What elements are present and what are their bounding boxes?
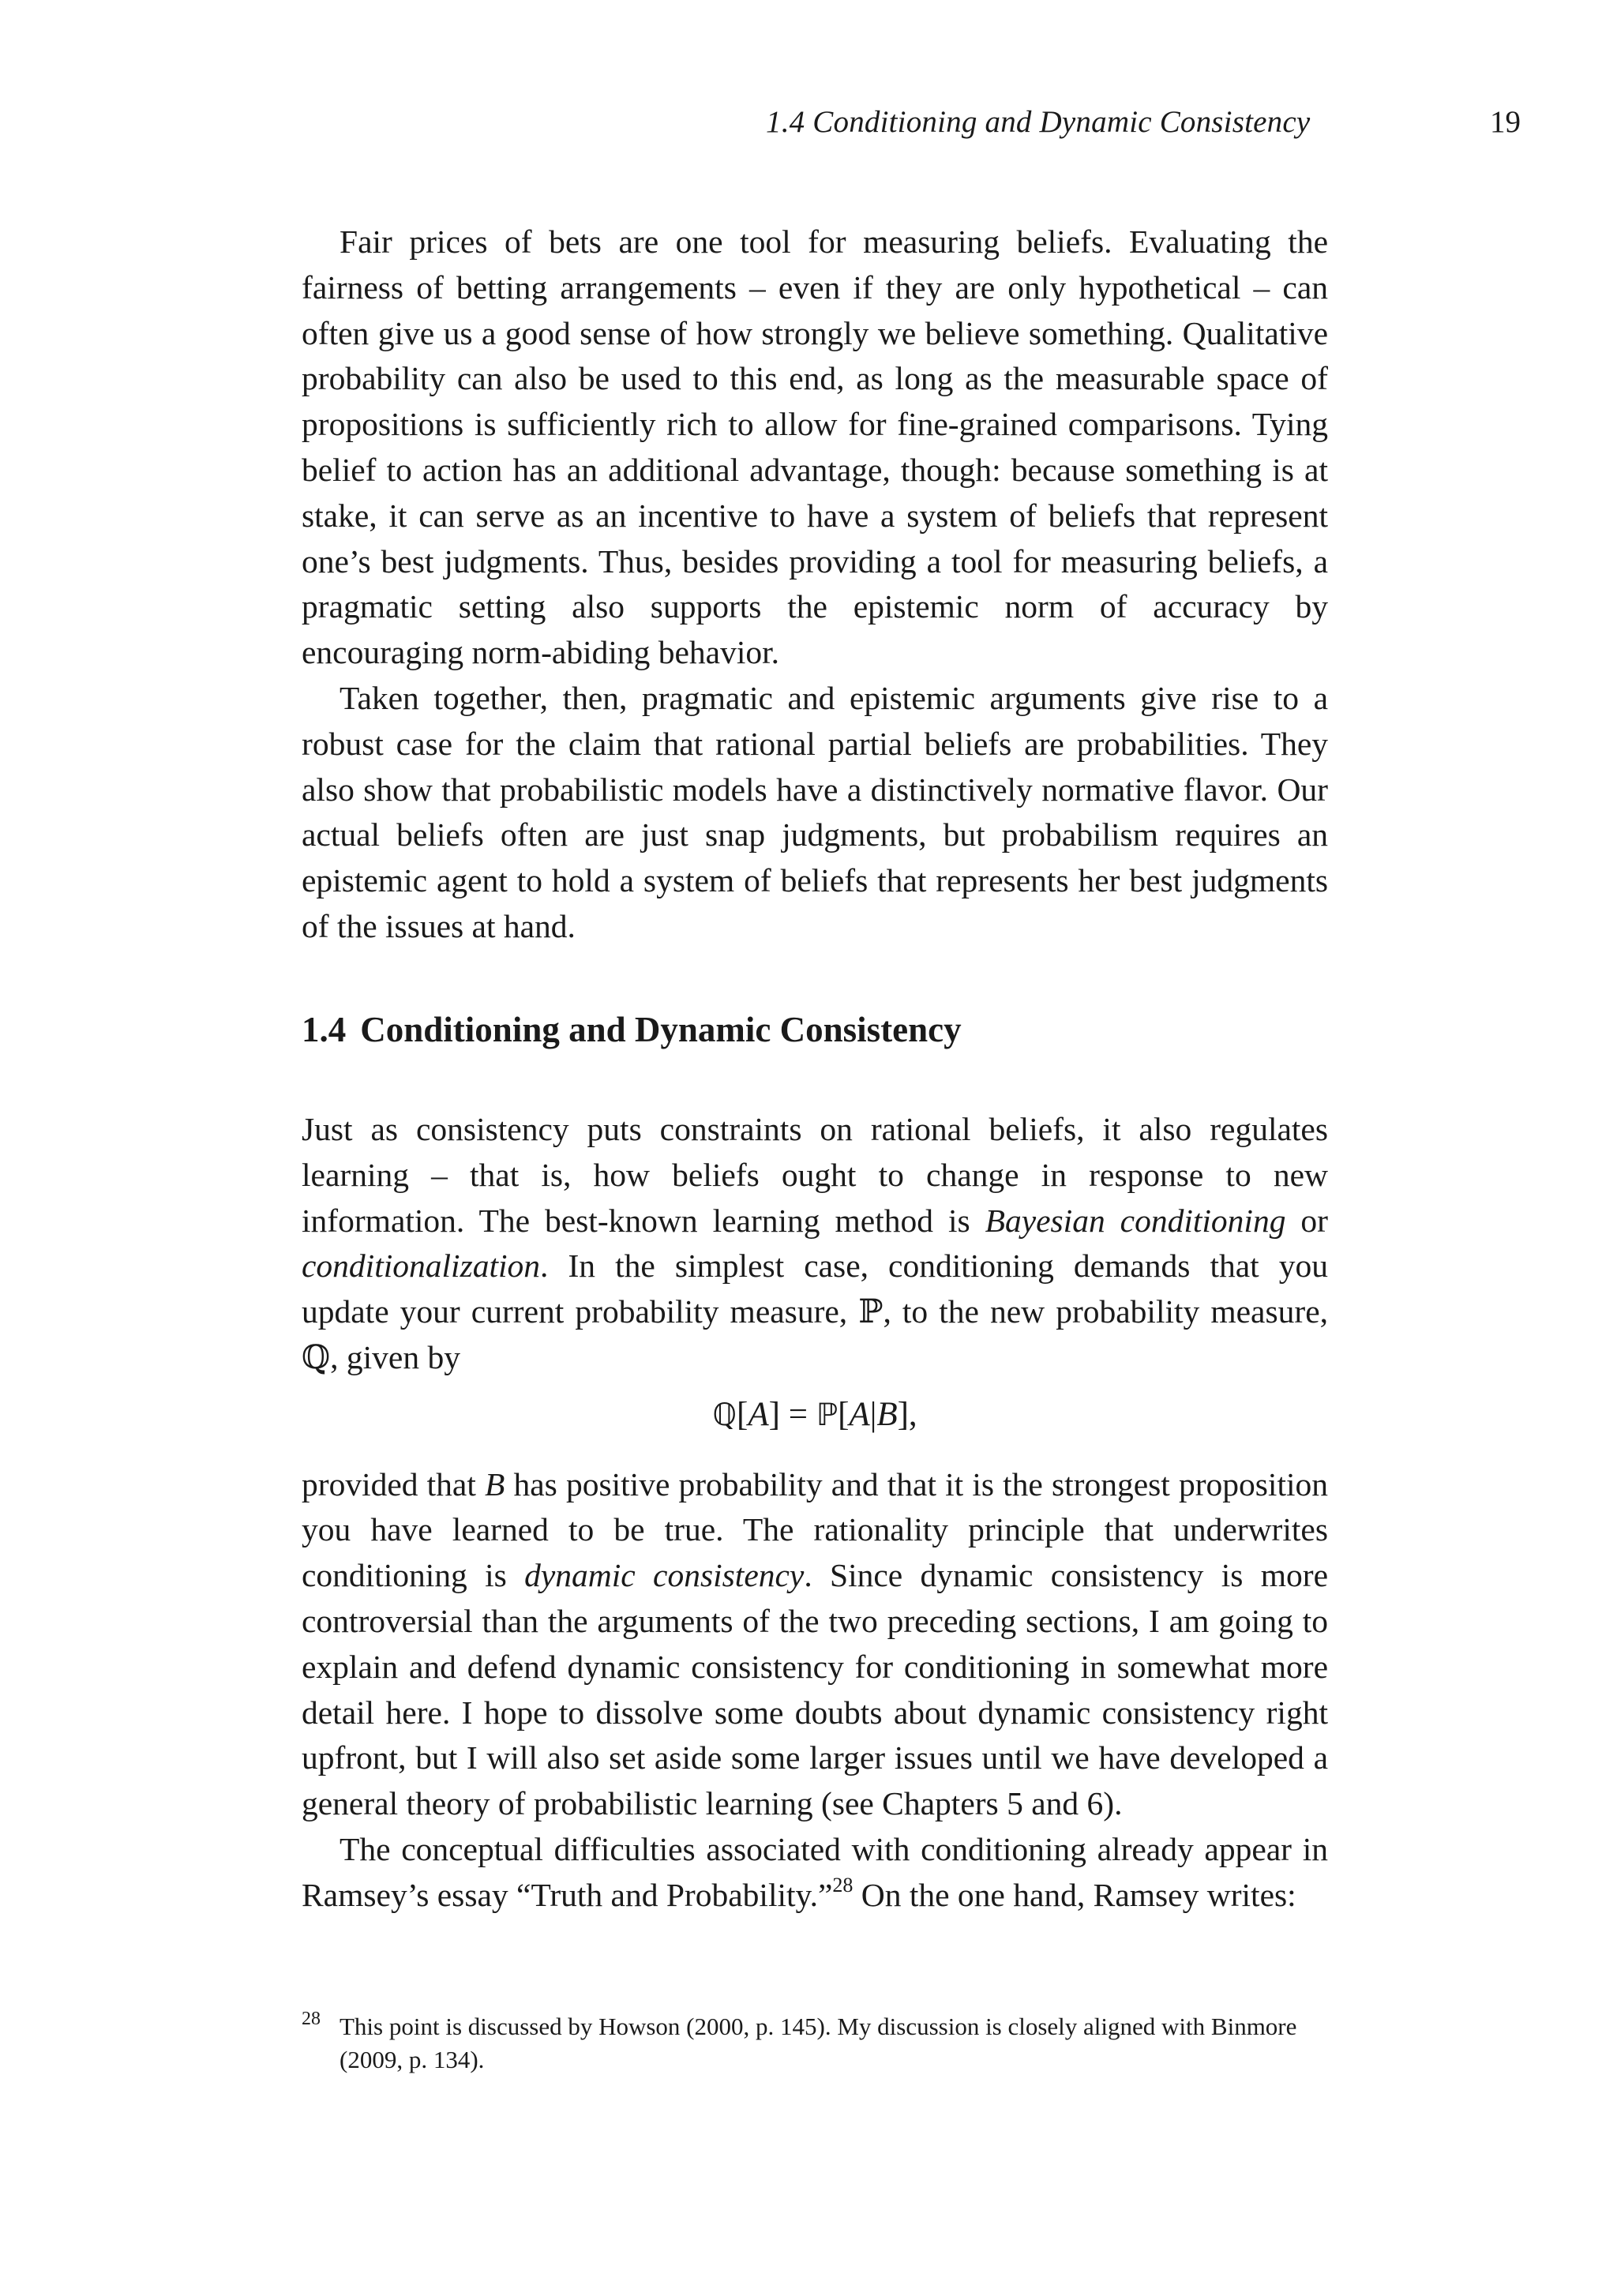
paragraph-conceptual-difficulties: The conceptual difficulties associated with conditioning already appear in Ramsey’s essay “Truth and Probability.”$^{28}$ On the one hand, Ramsey writes:	[302, 1830, 1328, 1913]
term-bayesian-conditioning: Bayesian conditioning	[985, 1202, 1286, 1239]
paragraph-fair-prices: Fair prices of bets are one tool for measuring beliefs. Evaluating the fairness of betting arrangements – even if they are only hypothetical – can often give us a good sense of how strongly we believe something. Qualitative probability can also be used to this end, as long as the measurable space of propositions is sufficiently rich to allow for fine-grained comparisons. Tying belief to action has an additional advantage, though: because something is at stake, it can serve as an incentive to have a system of beliefs that represent one’s best judgments. Thus, besides providing a tool for measuring beliefs, a pragmatic setting also supports the epistemic norm of accuracy by encouraging norm-abiding behavior.	[302, 223, 1328, 671]
paragraph-provided-that: provided that B has positive probability and that it is the strongest proposition you have learned to be true. The rationality principle that underwrites conditioning is dynamic consistency. Since dynamic consistency is more controversial than the arguments of the two preceding sections, I am going to explain and defend dynamic consistency for conditioning in somewhat more detail here. I hope to dissolve some doubts about dynamic consistency right upfront, but I will also set aside some larger issues until we have developed a general theory of probabilistic learning (see Chapters 5 and 6).	[302, 1465, 1329, 1822]
body-text-top	[302, 219, 1328, 950]
section-title: Conditioning and Dynamic Consistency	[360, 1010, 962, 1049]
footnote	[302, 2010, 1328, 2077]
section-heading	[302, 1009, 962, 1050]
equation-conditioning: ℚ[A] = ℙ[A|B],	[712, 1395, 917, 1433]
footnote-text: This point is discussed by Howson (2000, p. 145). My discussion is closely aligned with Binmore (2009, p. 134).	[340, 2013, 1297, 2073]
body-text-section	[302, 1107, 1328, 1919]
paragraph-taken-together: Taken together, then, pragmatic and epistemic arguments give rise to a robust case for the claim that rational partial beliefs are probabilities. They also show that probabilistic models have a distinctively normative flavor. Our actual beliefs often are just snap judgments, but probabilism requires an epistemic agent to hold a system of beliefs that represents her best judgments of the issues at hand.	[302, 679, 1328, 944]
footnote-mark: 28	[302, 2009, 321, 2029]
paragraph-learning: Just as consistency puts constraints on rational beliefs, it also regulates learning – that is, how beliefs ought to change in response to new information. The best-known learning method is Bayesian conditioning or conditionalization. In the simplest case, conditioning demands that you update your current probability measure, ℙ, to the new probability measure, ℚ, given by	[302, 1111, 1328, 1375]
term-conditionalization: conditionalization	[302, 1247, 541, 1285]
variable-b: B	[485, 1465, 505, 1503]
section-number: 1.4	[302, 1010, 347, 1049]
running-head: 1.4 Conditioning and Dynamic Consistency	[766, 105, 1311, 139]
page-number: 19	[1490, 105, 1521, 139]
footnote-reference[interactable]: 28	[832, 1873, 854, 1896]
term-dynamic-consistency: dynamic consistency	[524, 1557, 805, 1594]
